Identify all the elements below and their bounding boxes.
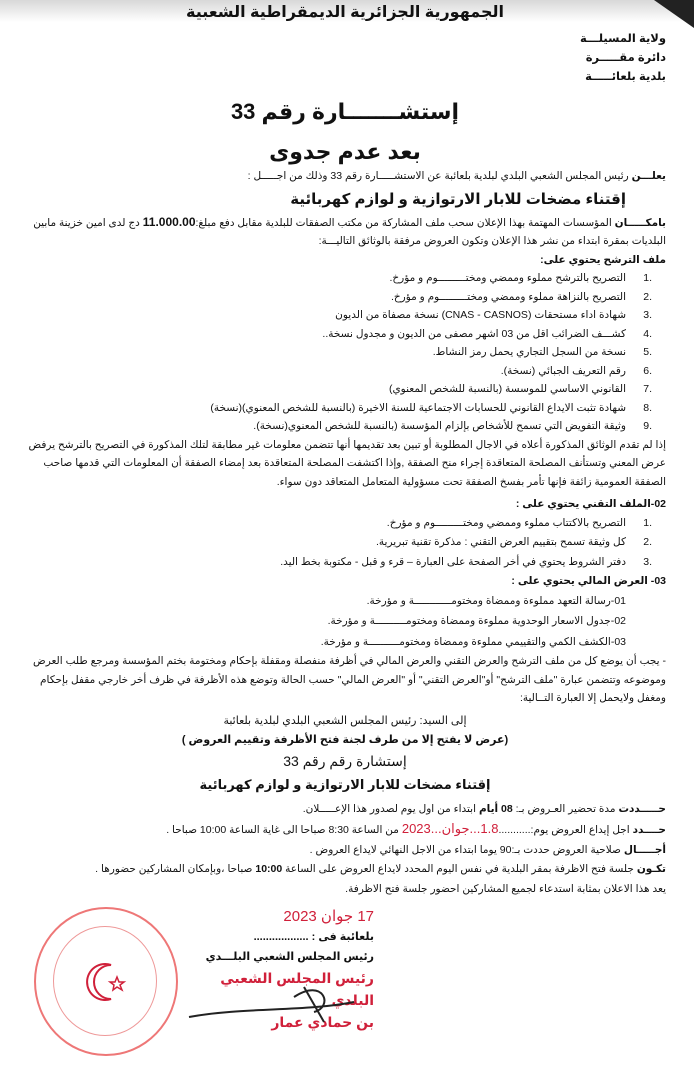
term-line [24, 880, 666, 900]
envelope-note: - يجب أن يوضع كل من ملف الترشح والعرض التقني والعرض المالي في أظرفة منفصلة ومقفلة بإحكام ومختومة بختم المؤسسة ومرجع طلب العرض وموضوعه وتتضمن عبارة "ملف الترشح" أو"العرض التقني" أو "العرض المالي" حسب الحالة وتوضع هذه الأظرفة في ظرف أخر خارجي مقفل بإحكام ومغفل ولايحمل إلا العبارة التــالية: [33, 655, 666, 704]
list-item [24, 362, 652, 381]
fee-amount: 11.000.00 [142, 214, 196, 229]
official-seal [34, 907, 178, 1056]
announce-line [24, 167, 666, 186]
term-rest: ابتداء من اول يوم لصدور هذا الإعـــــلان. [302, 802, 479, 815]
term-line [24, 800, 666, 820]
list-item [24, 325, 652, 344]
term-bold: 08 أيام [478, 802, 513, 815]
term-rest: من الساعة 8:30 صباحا الى غاية الساعة 10:00 صباحا . [166, 824, 402, 836]
list-item [24, 343, 652, 362]
item-number: 2. [643, 290, 652, 303]
item-number: 8. [643, 401, 652, 414]
daira: دائرة مقـــــرة [585, 52, 666, 64]
signature-place: بلعائبة فى : .................. [253, 931, 374, 943]
list-item [24, 514, 652, 534]
list-item: 01-رسالة التعهد مملوءة وممضاة ومختومــــــــــــة و مؤرخة. [366, 594, 626, 607]
commune: بلدية بلعائـــــة [585, 71, 666, 83]
stamp-title: رئيس المجلس الشعبي البلدي [220, 970, 374, 1008]
item-text: التصريح بالترشح مملوء وممضي ومختـــــــــوم و مؤرخ. [389, 272, 626, 284]
item-text: شهادة اداء مستحقات (CNAS - CASNOS) نسخة مصفاة من الديون [335, 309, 626, 321]
list-item [24, 533, 652, 553]
subject: إقتناء مضخات للابار الارتوازية و لوازم كهربائية [290, 190, 626, 208]
term-date: 1.8...جوان...2023 [401, 821, 499, 836]
term-rest: صباحا ،وبإمكان المشاركين حضورها . [95, 863, 256, 875]
list-item [24, 306, 652, 325]
term-line [24, 819, 666, 841]
list-item [24, 269, 652, 288]
item-text: كل وثيقة تسمح بتقييم العرض التقني : مذكرة تقنية تبريرية. [376, 536, 626, 548]
item-number: 2. [643, 536, 652, 548]
list-item [24, 399, 652, 418]
item-text: نسخة من السجل التجاري يحمل رمز النشاط. [432, 346, 626, 358]
wilaya: ولاية المسيلـــة [579, 33, 666, 45]
signature-title: رئيس المجلس الشعبي البلـــدي [205, 951, 374, 963]
file3-list [24, 591, 626, 653]
list-item [24, 288, 652, 307]
item-text: التصريح بالاكتتاب مملوء وممضي ومختـــــــــوم و مؤرخ. [386, 516, 626, 529]
signature-scribble [184, 977, 364, 1027]
announcement [24, 167, 666, 708]
para1-rest: دج لدى امين خزينة مابين البلديات بمقرة ابتداء من نشر هذا الإعلان وتكون العروض مرفقة بالوثائق التاليـــة: [33, 216, 666, 247]
item-number: 6. [643, 364, 652, 377]
term-lead: حـــــددت [618, 802, 666, 815]
term-lead: أجـــــال [623, 843, 666, 856]
item-number: 3. [643, 309, 652, 321]
file2-heading: 02-الملف التقني يحتوي على : [515, 498, 666, 510]
item-text: رقم التعريف الجبائي (نسخة). [500, 364, 626, 377]
admin-block [24, 30, 666, 87]
file3-heading: 03- العرض المالي يحتوي على : [511, 575, 666, 587]
term-text: اجل إيداع العروض يوم:........... [498, 824, 633, 836]
item-text: كشـــف الضرائب اقل من 03 اشهر مصفى من الديون و مجدول نسخة.. [322, 327, 626, 340]
item-number: 1. [643, 272, 652, 284]
file1-note: إذا لم تقدم الوثائق المذكورة أعلاه في الاجال المطلوبة أو تبين بعد تقديمها أنها تتضمن معلومات غير مطابقة لتلك المذكورة في التصريح بالترشح يرفض عرض المعني وتستأنف المصلحة المتعاقدة إجراء منح الصفقة ,وإذا اكتشفت المصلحة المتعاقدة بعد إمضاء الصفقة أن المعلومات التي قدمها صاحب الصفقة العمومية زائفة فإنها تأمر بفسخ الصفقة تحت مسؤولية المتعامل المتعاقد دون سواء. [28, 438, 666, 488]
item-text: وثيقة التفويض التي تسمح للأشخاص بإلزام المؤسسة (بالنسبة للشخص المعنوي(نسخة). [253, 420, 626, 432]
item-number: 3. [643, 555, 652, 568]
list-item: 02-جدول الاسعار الوحدوية مملوءة وممضاة ومختومــــــــــة و مؤرخة. [327, 615, 626, 627]
list-item: 03-الكشف الكمي والتقييمي مملوءة وممضاة ومختومــــــــــة و مؤرخة. [320, 635, 626, 648]
para1 [24, 213, 666, 251]
term-line [24, 841, 666, 861]
envelope-consult: إستشارة رقم رقم 33 [283, 752, 407, 769]
signature-area [24, 907, 666, 1056]
term-text: جلسة فتح الاظرفة بمقر البلدية في نفس اليوم المحدد لايداع العروض على الساعة [282, 863, 637, 875]
item-text: شهادة تثبت الايداع القانوني للحسابات الاجتماعية للسنة الاخيرة (بالنسبة للشخص المعنوي)(نسخة) [210, 401, 626, 414]
list-item [24, 417, 652, 436]
item-number: 9. [643, 420, 652, 432]
item-number: 4. [643, 327, 652, 340]
consultation-subtitle: بعد عدم جدوى [269, 139, 421, 164]
announce-text: رئيس المجلس الشعبي البلدي لبلدية بلعائبة عن الاستشـــــارة رقم 33 وذلك من اجـــــل : [247, 170, 632, 182]
item-text: التصريح بالنزاهة مملوء وممضي ومختـــــــــوم و مؤرخ. [390, 290, 626, 303]
term-text: صلاحية العروض حددت بـ:90 يوما ابتداء من الاجل النهائي لايداع العروض . [309, 843, 624, 856]
file1-heading: ملف الترشح يحتوي على: [540, 253, 666, 266]
announce-lead: يعلـــن [631, 170, 666, 182]
para1-text: المؤسسات المهتمة بهذا الإعلان سحب ملف المشاركة من مكتب الصفقات للبلدية مقابل دفع مبلغ: [195, 216, 615, 229]
list-item [24, 553, 652, 573]
item-number: 1. [643, 516, 652, 529]
consultation-title: إستشـــــــارة رقم 33 [230, 99, 460, 124]
signature-block [184, 907, 374, 1033]
terms [24, 800, 666, 900]
envelope-label [24, 712, 666, 798]
term-lead: تكـون [636, 863, 666, 875]
handwritten-date: 17 جوان 2023 [283, 908, 374, 925]
item-number: 5. [643, 346, 652, 358]
item-number: 7. [643, 383, 652, 395]
term-text: مدة تحضير العـروض بـ: [512, 802, 619, 815]
para1-lead: بامكـــــان [614, 216, 666, 229]
item-text: دفتر الشروط يحتوي في أخر الصفحة على العبارة – قرء و قبل - مكتوبة بخط اليد. [280, 555, 626, 568]
term-lead: حــــدد [632, 824, 666, 836]
envelope-subject: إقتناء مضخات للابار الارتوازية و لوازم كهربائية [199, 776, 491, 792]
item-text: القانوني الاساسي للموسسة (بالنسبة للشخص المعنوي) [388, 383, 626, 395]
file1-list [24, 269, 652, 436]
file2-list [24, 514, 652, 573]
term-text: يعد هذا الاعلان بمثابة استدعاء لجميع المشاركين احضور جلسة فتح الاظرفة. [345, 882, 666, 895]
term-line [24, 860, 666, 880]
signatory-name: بن حمادي عمار [271, 1014, 374, 1030]
envelope-to: إلى السيد: رئيس المجلس الشعبي البلدي لبلدية بلعائبة [223, 714, 467, 727]
term-bold: 10:00 [255, 863, 283, 875]
envelope-warning: (عرض لا يفتح إلا من طرف لجنة فتح الأظرفة وتقييم العروض ) [181, 733, 509, 746]
country-header: الجمهورية الجزائرية الديمقراطية الشعبية [185, 4, 505, 21]
crescent-star-icon [81, 957, 131, 1007]
list-item [24, 380, 652, 399]
